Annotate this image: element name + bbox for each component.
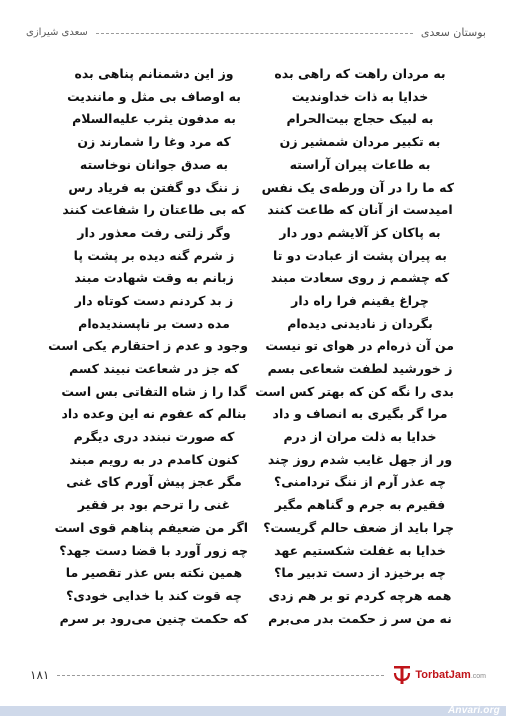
beyt-row (60, 108, 454, 131)
beyt-row (60, 585, 454, 608)
misra-right: من آن ذره‌ام در هوای تو نیست (265, 338, 454, 354)
misra-left: به مدفون یثرب علیه‌السلام (72, 111, 236, 127)
misra-left: مگر عجز پیش آورم کای غنی (66, 474, 242, 490)
misra-right: خدایا به ذات خداوندیت (291, 88, 429, 104)
beyt-row (60, 494, 454, 517)
logo-text (415, 669, 486, 681)
site-logo (384, 664, 486, 686)
footer-rule (57, 675, 384, 676)
misra-left: به صدق جوانان نوخاسته (79, 156, 229, 172)
misra-left: وگر زلتی رفت معذور دار (77, 224, 231, 240)
misra-right: به تکبیر مردان شمشیر زن (279, 134, 441, 150)
misra-right: به لبیک حجاج بیت‌الحرام (286, 111, 434, 127)
beyt-row (60, 131, 454, 154)
page-footer (30, 664, 486, 686)
misra-right: به طاعات پیران آراسته (289, 156, 431, 172)
beyt-row (60, 426, 454, 449)
misra-left: وجود و عدم ز احتقارم یکی است (48, 338, 248, 354)
torbatjam-logo-icon (392, 664, 412, 686)
beyt-row (60, 471, 454, 494)
misra-right: چه عذر آرم از ننگ تردامنی؟ (274, 474, 446, 490)
misra-right: همه هرچه کردم تو بر هم زدی (268, 587, 452, 603)
misra-left: ز ننگ دو گفتن به فریاد رس (68, 179, 240, 195)
beyt-row (60, 154, 454, 177)
misra-left: ز شرم گنه دیده بر پشت پا (73, 247, 235, 263)
misra-right: بگردان ز نادیدنی دیده‌ام (287, 315, 433, 331)
author-name: سعدی شیرازی (26, 26, 88, 38)
misra-left: چه زور آورد با قضا دست جهد؟ (59, 542, 248, 558)
beyt-row (60, 449, 454, 472)
misra-left: که صورت نبندد دری دیگرم (73, 429, 235, 445)
misra-right: ز خورشید لطفت شعاعی بسم (267, 361, 453, 377)
misra-right: فقیرم به جرم و گناهم مگیر (274, 497, 446, 513)
misra-right: ور از جهل غایب شدم روز چند (267, 451, 453, 467)
beyt-row (60, 313, 454, 336)
beyt-row (60, 63, 454, 86)
beyt-row (60, 176, 454, 199)
misra-left: که مرد وغا را شمارند زن (77, 134, 231, 150)
beyt-row (60, 86, 454, 109)
misra-right: نه من سر ز حکمت بدر می‌برم (268, 610, 452, 626)
misra-right: بدی را نگه کن که بهتر کس است (255, 383, 454, 399)
page-header (26, 22, 486, 42)
misra-right: به مردان راهت که راهی بده (274, 66, 446, 82)
misra-left: غنی را ترحم بود بر فقیر (77, 497, 231, 513)
beyt-row (60, 608, 454, 631)
logo-name: TorbatJam (415, 669, 471, 681)
misra-right: به پیران پشت از عبادت دو تا (273, 247, 447, 263)
misra-left: مده دست بر ناپسندیده‌ام (78, 315, 230, 331)
header-rule (96, 33, 413, 34)
beyt-row (48, 335, 454, 358)
misra-left: که حکمت چنین می‌رود بر سرم (59, 610, 248, 626)
misra-left: که بی طاعتان را شفاعت کنند (62, 202, 246, 218)
watermark-text: Anvari.org (447, 705, 500, 716)
beyt-row (60, 267, 454, 290)
beyt-row (60, 381, 454, 404)
page-number: ۱۸۱ (30, 668, 50, 682)
misra-right: چراغ یقینم فرا راه دار (291, 292, 429, 308)
beyt-row (60, 358, 454, 381)
misra-right: چه برخیزد از دست تدبیر ما؟ (274, 565, 446, 581)
beyt-row (60, 539, 454, 562)
logo-suffix: .com (470, 673, 486, 680)
beyt-row (60, 403, 454, 426)
misra-left: گدا را ز شاه التفاتی بس است (61, 383, 247, 399)
watermark-bar (0, 706, 506, 716)
beyt-row (60, 222, 454, 245)
beyt-row (54, 517, 454, 540)
misra-left: اگر من ضعیفم پناهم قوی است (54, 519, 248, 535)
poem-body (48, 63, 454, 630)
misra-right: مرا گر بگیری به انصاف و داد (272, 406, 448, 422)
beyt-row (60, 245, 454, 268)
misra-right: خدایا به ذلت مران از درم (283, 429, 437, 445)
misra-left: بنالم که عفوم نه این وعده داد (61, 406, 247, 422)
misra-left: همین نکته بس عذر تقصیر ما (65, 565, 243, 581)
misra-left: وز این دشمنانم پناهی بده (74, 66, 234, 82)
misra-right: امیدست از آنان که طاعت کنند (267, 202, 453, 218)
misra-left: چه قوت کند با خدایی خودی؟ (66, 587, 242, 603)
misra-left: به اوصاف بی مثل و مانندیت (67, 88, 241, 104)
misra-left: که جز در شعاعت نبیند کسم (69, 361, 239, 377)
beyt-row (60, 562, 454, 585)
misra-left: زبانم به وقت شهادت مبند (74, 270, 234, 286)
book-title: بوستان سعدی (420, 25, 486, 39)
beyt-row (60, 199, 454, 222)
misra-left: کنون کامدم در به رویم مبند (69, 451, 239, 467)
misra-right: که ما را در آن ورطه‌ی یک نفس (261, 179, 454, 195)
misra-right: که چشمم ز روی سعادت مبند (270, 270, 450, 286)
beyt-row (60, 290, 454, 313)
misra-left: ز بد کردنم دست کوتاه دار (74, 292, 234, 308)
misra-right: خدایا به غفلت شکستیم عهد (274, 542, 446, 558)
misra-right: چرا باید از ضعف حالم گریست؟ (263, 519, 454, 535)
misra-right: به پاکان کز آلایشم دور دار (279, 224, 441, 240)
